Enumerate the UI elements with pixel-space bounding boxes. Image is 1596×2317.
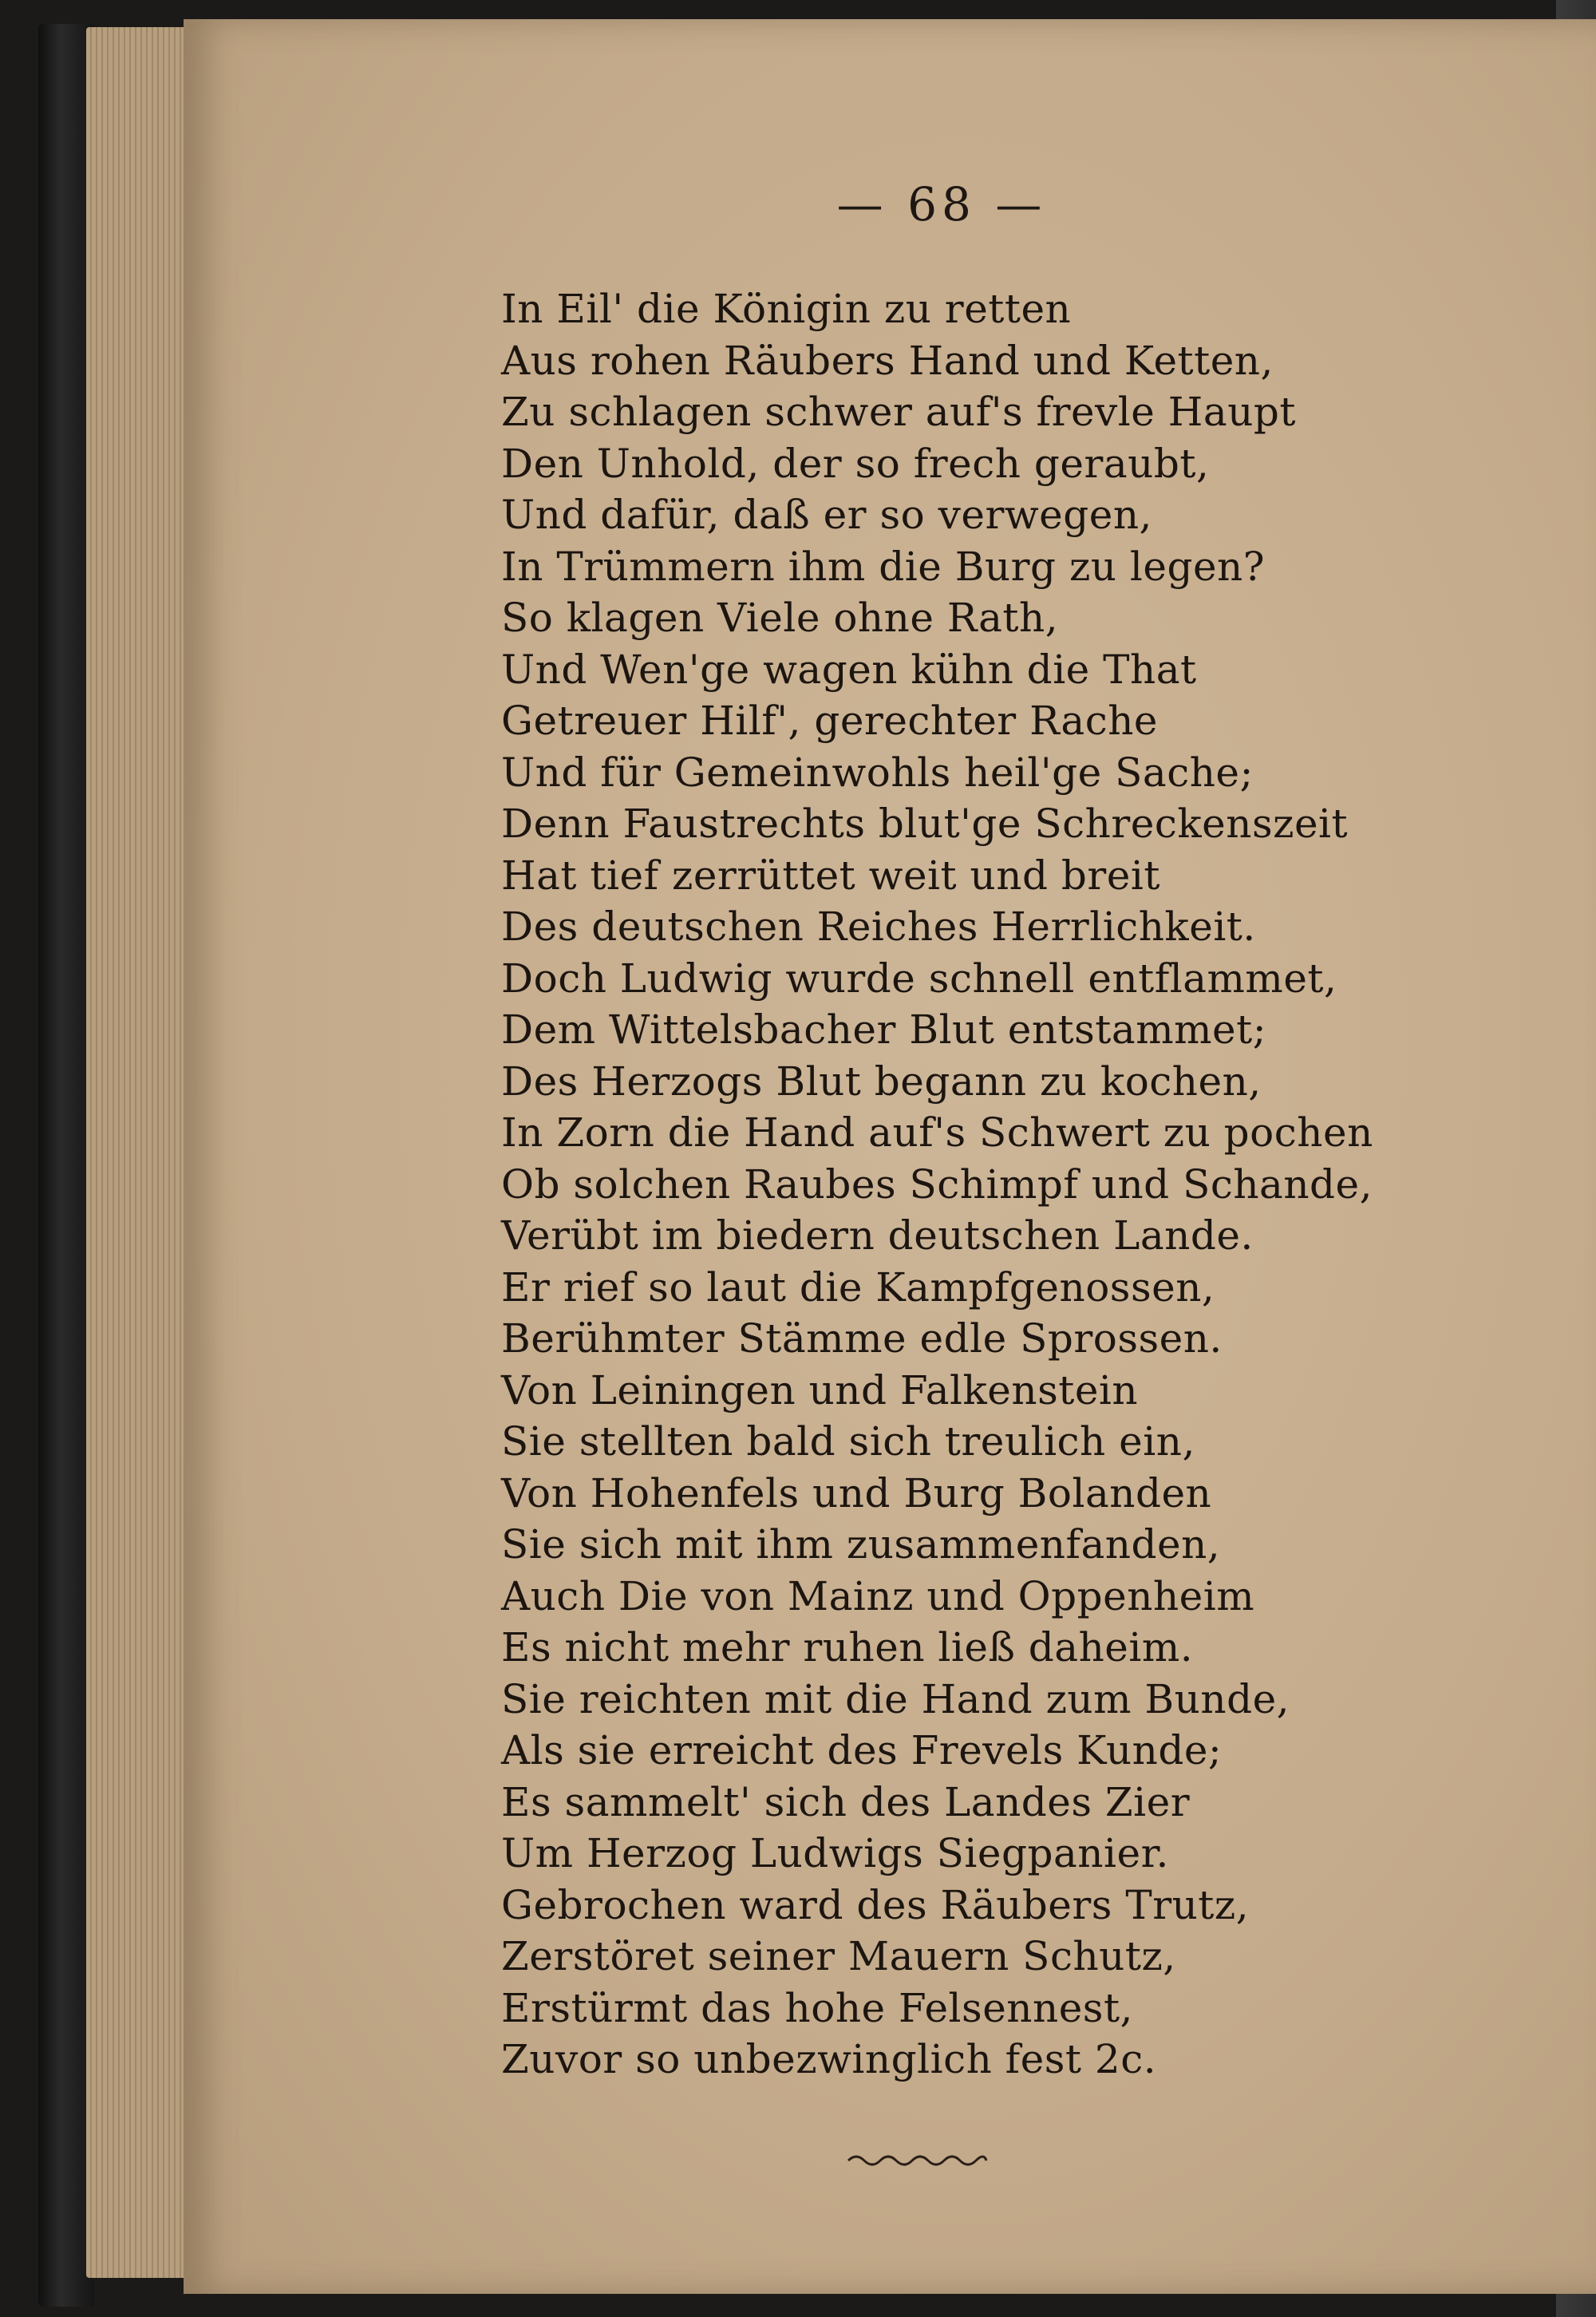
poem-line: Dem Wittelsbacher Blut entstammet; [501, 1006, 1267, 1053]
poem-line: Verübt im biedern deutschen Lande. [501, 1212, 1254, 1259]
poem-line: Sie stellten bald sich treulich ein, [501, 1418, 1195, 1465]
poem-line: Auch Die von Mainz und Oppenheim [501, 1572, 1255, 1619]
poem-line: Und für Gemeinwohls heil'ge Sache; [501, 749, 1254, 796]
poem-line: Doch Ludwig wurde schnell entflammet, [501, 955, 1337, 1002]
poem-line: Aus rohen Räubers Hand und Ketten, [501, 337, 1274, 384]
poem-line: Er rief so laut die Kampfgenossen, [501, 1263, 1215, 1311]
poem-line: Um Herzog Ludwigs Siegpanier. [501, 1830, 1169, 1876]
page-stack-edges [86, 27, 198, 2278]
poem-line: Sie sich mit ihm zusammenfanden, [501, 1521, 1221, 1568]
poem-line: Zu schlagen schwer auf's frevle Haupt [501, 389, 1296, 435]
poem-line: Den Unhold, der so frech geraubt, [501, 440, 1210, 487]
poem-line: Es nicht mehr ruhen ließ daheim. [501, 1624, 1194, 1671]
poem-line: Und Wen'ge wagen kühn die That [501, 646, 1197, 693]
poem-line: Ob solchen Raubes Schimpf und Schande, [501, 1160, 1373, 1208]
poem-line: Als sie erreicht des Frevels Kunde; [501, 1727, 1223, 1773]
poem-line: Von Leiningen und Falkenstein [501, 1366, 1139, 1414]
poem-line: Denn Faustrechts blut'ge Schreckenszeit [501, 801, 1349, 847]
poem-line: Getreuer Hilf', gerechter Rache [501, 698, 1158, 744]
poem-line: In Trümmern ihm die Burg zu legen? [501, 543, 1266, 590]
poem-line: Berühmter Stämme edle Sprossen. [501, 1315, 1223, 1362]
page-number: — 68 — [836, 177, 1047, 231]
poem-line: Und dafür, daß er so verwegen, [501, 492, 1152, 538]
poem-line: So klagen Viele ohne Rath, [501, 595, 1059, 641]
poem-line: Erstürmt das hohe Felsennest, [501, 1984, 1133, 2031]
poem-line: Gebrochen ward des Räubers Trutz, [501, 1881, 1250, 1928]
poem-line: In Zorn die Hand auf's Schwert zu pochen [501, 1109, 1373, 1156]
end-flourish-ornament [844, 2149, 988, 2173]
poem-line: Es sammelt' sich des Landes Zier [501, 1778, 1191, 1825]
poem-line: Sie reichten mit die Hand zum Bunde, [501, 1675, 1290, 1722]
poem-line: Des Herzogs Blut begann zu kochen, [501, 1058, 1262, 1105]
poem-line: Hat tief zerrüttet weit und breit [501, 852, 1160, 899]
poem-line: Des deutschen Reiches Herrlichkeit. [501, 903, 1256, 950]
poem-line: In Eil' die Königin zu retten [501, 286, 1072, 332]
poem-line: Zuvor so unbezwinglich fest 2c. [501, 2036, 1157, 2082]
poem-line: Von Hohenfels und Burg Bolanden [501, 1469, 1212, 1516]
poem-line: Zerstöret seiner Mauern Schutz, [501, 1933, 1176, 1979]
poem-text [501, 283, 1459, 2086]
